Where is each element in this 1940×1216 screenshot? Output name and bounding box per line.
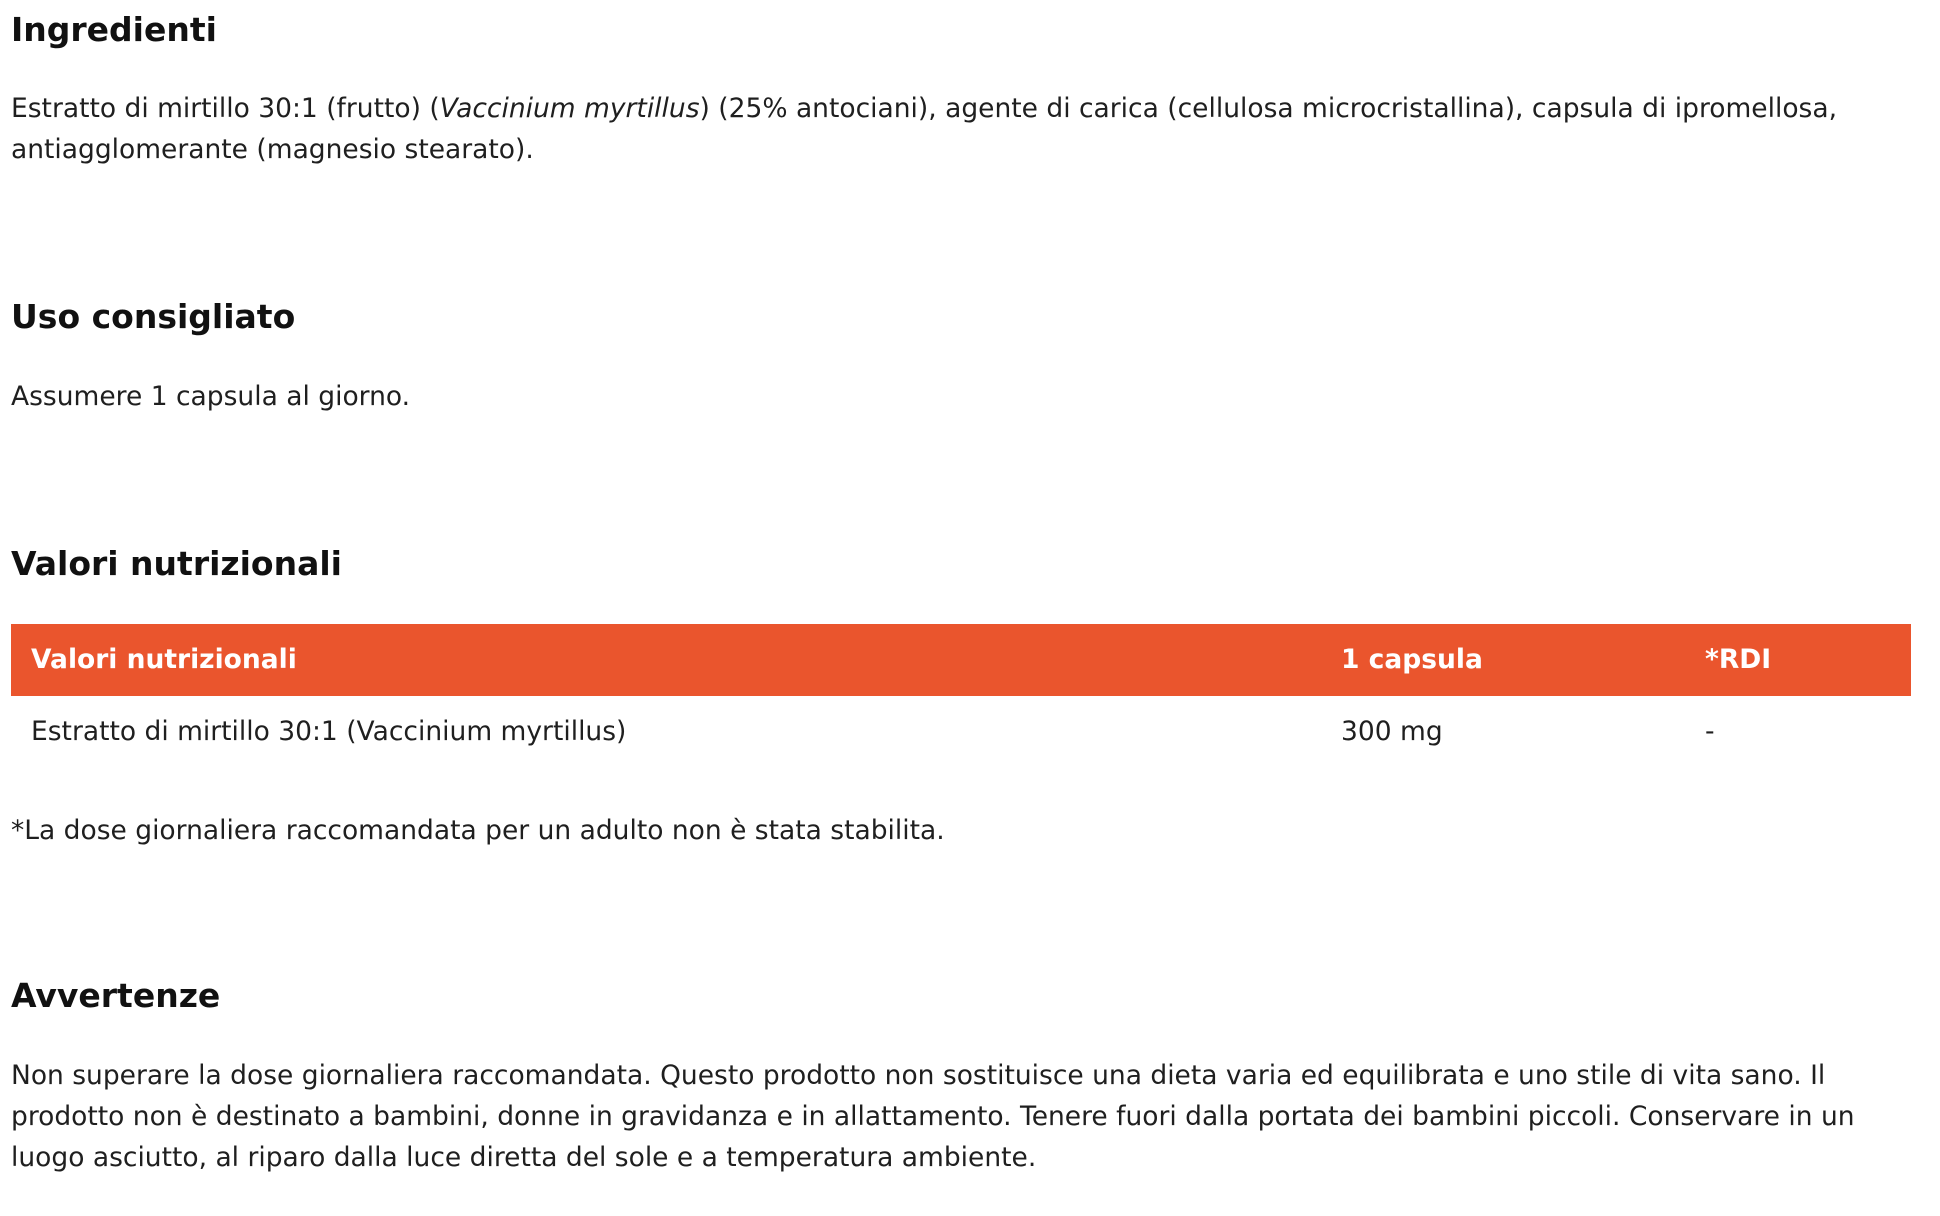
warnings-heading: Avvertenze bbox=[11, 976, 221, 1015]
nutrition-column-amount-header: 1 capsula bbox=[1341, 644, 1483, 675]
nutrition-table-header bbox=[11, 624, 1911, 696]
ingredients-text-before: Estratto di mirtillo 30:1 (frutto) ( bbox=[11, 93, 440, 124]
ingredients-text-after: ) (25% antociani), agente di carica (cellulosa microcristallina), capsula di ipromellosa, antiagglomerante (magnesio stearato). bbox=[11, 93, 1837, 165]
rdi-footnote: *La dose giornaliera raccomandata per un adulto non è stata stabilita. bbox=[11, 815, 945, 846]
ingredients-latin-name: Vaccinium myrtillus bbox=[439, 93, 700, 124]
ingredients-text bbox=[11, 88, 1891, 170]
nutrition-row-name: Estratto di mirtillo 30:1 (Vaccinium myrtillus) bbox=[31, 716, 627, 747]
nutrition-row-rdi: - bbox=[1705, 716, 1715, 747]
nutrition-table bbox=[11, 624, 1911, 747]
warnings-text: Non superare la dose giornaliera raccomandata. Questo prodotto non sostituisce una dieta varia ed equilibrata e uno stile di vita sano. Il prodotto non è destinato a bambini, donne in gravidanza e in allattamento. Tenere fuori dalla portata dei bambini piccoli. Conservare in un luogo asciutto, al riparo dalla luce diretta del sole e a temperatura ambiente. bbox=[11, 1060, 1855, 1173]
nutrition-heading: Valori nutrizionali bbox=[11, 544, 342, 583]
nutrition-column-name-header: Valori nutrizionali bbox=[31, 644, 297, 675]
nutrition-column-rdi-header: *RDI bbox=[1705, 644, 1772, 675]
usage-heading: Uso consigliato bbox=[11, 297, 296, 336]
ingredients-heading: Ingredienti bbox=[11, 10, 217, 49]
nutrition-row-amount: 300 mg bbox=[1341, 716, 1443, 747]
usage-text: Assumere 1 capsula al giorno. bbox=[11, 381, 411, 412]
